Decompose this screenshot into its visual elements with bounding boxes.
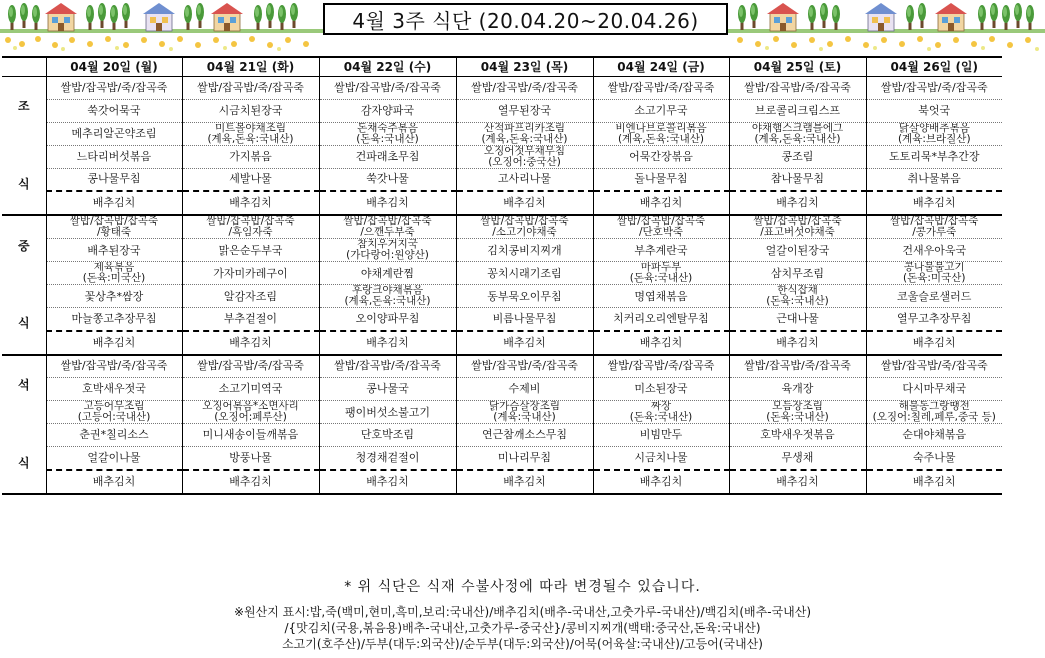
menu-cell: 김치콩비지찌개 [456, 239, 593, 262]
menu-cell: 쌀밥/잡곡밥/죽/잡곡죽 [46, 76, 182, 99]
dish-origin: /흑임자죽 [228, 226, 273, 238]
menu-cell: 배추김치 [456, 470, 593, 494]
dish-name: 고등어무조림 [83, 400, 145, 412]
menu-cell: 취나물볶음 [866, 168, 1002, 191]
origin-line: ※원산지 표시:밥,죽(백미,현미,흑미,보리:국내산)/배추김치(배추-국내산,고춧가루-국내산)/백김치(배추-국내산) [233, 605, 812, 619]
menu-cell: 느타리버섯볶음 [46, 145, 182, 168]
menu-cell [456, 215, 593, 239]
menu-cell [456, 145, 593, 168]
weekly-menu-table [2, 56, 1002, 495]
menu-cell: 열무된장국 [456, 99, 593, 122]
menu-cell: 배추김치 [729, 331, 866, 355]
dish-name: 비엔나브로콜리볶음 [615, 122, 707, 134]
day-header: 04월 26일 (일) [866, 57, 1002, 76]
menu-cell: 미나리무침 [456, 447, 593, 470]
menu-cell: 쌀밥/잡곡밥/죽/잡곡죽 [182, 355, 319, 378]
menu-cell: 동부묵오이무침 [456, 285, 593, 308]
dish-name: 참치우거지국 [357, 238, 418, 250]
menu-row [2, 355, 1002, 378]
menu-cell: 쌀밥/잡곡밥/죽/잡곡죽 [593, 355, 729, 378]
menu-cell [593, 215, 729, 239]
menu-cell: 쌀밥/잡곡밥/죽/잡곡죽 [319, 355, 456, 378]
menu-cell: 근대나물 [729, 308, 866, 331]
menu-cell: 배추김치 [593, 331, 729, 355]
dish-origin: /콩가루죽 [912, 226, 957, 238]
dish-name: 쌀밥/잡곡밥/잡곡죽 [480, 215, 569, 227]
menu-cell: 미니새송이들깨볶음 [182, 424, 319, 447]
menu-cell [456, 122, 593, 145]
meal-label-top: 석 [17, 378, 30, 392]
menu-cell: 어묵간장볶음 [593, 145, 729, 168]
menu-cell: 쑥갓나물 [319, 168, 456, 191]
menu-cell: 배추된장국 [46, 239, 182, 262]
menu-cell: 배추김치 [319, 191, 456, 215]
meal-label [2, 215, 46, 355]
menu-cell: 비빔만두 [593, 424, 729, 447]
menu-cell [729, 285, 866, 308]
menu-cell [729, 215, 866, 239]
dish-origin: (오징어:칠레,페루,중국 등) [872, 411, 996, 423]
menu-cell: 도토리묵*부추간장 [866, 145, 1002, 168]
menu-cell: 춘권*칠리소스 [46, 424, 182, 447]
menu-cell [46, 401, 182, 424]
day-header: 04월 23일 (목) [456, 57, 593, 76]
menu-cell: 고사리나물 [456, 168, 593, 191]
menu-cell: 브로콜리크림스프 [729, 99, 866, 122]
menu-row [2, 191, 1002, 215]
menu-cell: 쌀밥/잡곡밥/죽/잡곡죽 [866, 355, 1002, 378]
dish-origin: (돈육:국내산) [356, 132, 419, 145]
menu-row [2, 76, 1002, 99]
menu-cell [46, 215, 182, 239]
meal-label-bottom: 식 [17, 177, 30, 192]
menu-cell: 꽁치시래기조림 [456, 262, 593, 285]
menu-cell: 콩나물무침 [46, 168, 182, 191]
menu-cell: 세발나물 [182, 168, 319, 191]
dish-name: 닭가슴살장조림 [488, 400, 560, 412]
menu-cell: 쌀밥/잡곡밥/죽/잡곡죽 [46, 355, 182, 378]
dish-name: 쌀밥/잡곡밥/잡곡죽 [69, 215, 159, 227]
menu-cell: 건새우아욱국 [866, 239, 1002, 262]
menu-cell: 열무고추장무침 [866, 308, 1002, 331]
dish-origin: /표고버섯야채죽 [760, 226, 835, 238]
dish-origin: (계육,돈육:국내산) [344, 295, 431, 307]
menu-cell: 배추김치 [593, 191, 729, 215]
menu-row [2, 262, 1002, 285]
dish-origin: (고등어:국내산) [77, 411, 151, 423]
menu-row [2, 401, 1002, 424]
menu-cell: 호박새우젓국 [46, 378, 182, 401]
dish-name: 쌀밥/잡곡밥/잡곡죽 [616, 215, 706, 227]
dish-name: 산적파프리카조림 [483, 122, 566, 134]
origin-notice [0, 604, 1045, 652]
menu-cell: 시금치된장국 [182, 99, 319, 122]
dish-origin: (돈육:국내산) [629, 272, 693, 284]
menu-cell: 얼갈이나물 [46, 447, 182, 470]
meal-label [2, 355, 46, 494]
meal-label-bottom: 식 [17, 456, 30, 470]
day-header-row [2, 57, 1002, 76]
menu-cell: 배추김치 [456, 191, 593, 215]
dish-name: 닭살양배추볶음 [898, 122, 970, 134]
day-header: 04월 25일 (토) [729, 57, 866, 76]
menu-row [2, 145, 1002, 168]
menu-row [2, 215, 1002, 239]
dish-name: 돈채숙주볶음 [357, 122, 418, 134]
menu-cell: 연근참깨소스무침 [456, 424, 593, 447]
dish-name: 짜장 [650, 400, 672, 412]
dish-origin: (계육,돈육:국내산) [207, 132, 294, 145]
dish-origin: (돈육:국내산) [766, 295, 829, 307]
dish-name: 콩나물불고기 [903, 261, 965, 273]
menu-cell [319, 215, 456, 239]
menu-cell: 쑥갓어묵국 [46, 99, 182, 122]
menu-row [2, 470, 1002, 494]
dish-origin: (계육,돈육:국내산) [617, 132, 705, 145]
menu-row [2, 331, 1002, 355]
menu-cell: 단호박조림 [319, 424, 456, 447]
menu-cell: 육개장 [729, 378, 866, 401]
menu-cell: 소고기미역국 [182, 378, 319, 401]
menu-cell [866, 401, 1002, 424]
menu-cell: 다시마무채국 [866, 378, 1002, 401]
dish-name: 쌀밥/잡곡밥/잡곡죽 [753, 215, 842, 227]
meal-label-bottom: 식 [17, 315, 30, 330]
menu-cell: 청경채겉절이 [319, 447, 456, 470]
menu-body [2, 76, 1002, 494]
menu-cell: 배추김치 [729, 191, 866, 215]
menu-cell: 오이양파무침 [319, 308, 456, 331]
menu-cell [319, 285, 456, 308]
menu-cell: 북엇국 [866, 99, 1002, 122]
menu-cell: 쌀밥/잡곡밥/죽/잡곡죽 [456, 76, 593, 99]
menu-row [2, 378, 1002, 401]
menu-cell [182, 401, 319, 424]
dish-origin: (오징어:페루산) [214, 411, 287, 423]
menu-cell: 쌀밥/잡곡밥/죽/잡곡죽 [729, 355, 866, 378]
menu-cell: 쌀밥/잡곡밥/죽/잡곡죽 [729, 76, 866, 99]
menu-cell: 맑은순두부국 [182, 239, 319, 262]
dish-name: 마파두부 [640, 261, 682, 273]
menu-cell: 쌀밥/잡곡밥/죽/잡곡죽 [866, 76, 1002, 99]
dish-origin: /황태죽 [97, 226, 131, 238]
day-header: 04월 22일 (수) [319, 57, 456, 76]
menu-cell: 배추김치 [182, 331, 319, 355]
menu-cell: 쌀밥/잡곡밥/죽/잡곡죽 [593, 76, 729, 99]
menu-cell: 배추김치 [319, 331, 456, 355]
day-header: 04월 21일 (화) [182, 57, 319, 76]
menu-cell: 쌀밥/잡곡밥/죽/잡곡죽 [182, 76, 319, 99]
dish-name: 쌀밥/잡곡밥/잡곡죽 [206, 215, 295, 227]
menu-cell: 건파래초무침 [319, 145, 456, 168]
menu-cell: 미소된장국 [593, 378, 729, 401]
menu-cell: 무생채 [729, 447, 866, 470]
menu-cell: 메추리알곤약조림 [46, 122, 182, 145]
menu-cell: 쌀밥/잡곡밥/죽/잡곡죽 [456, 355, 593, 378]
menu-cell [593, 122, 729, 145]
menu-cell: 가지볶음 [182, 145, 319, 168]
dish-name: 후랑크야채볶음 [351, 284, 423, 296]
menu-cell [593, 262, 729, 285]
menu-cell: 수제비 [456, 378, 593, 401]
menu-cell: 배추김치 [46, 331, 182, 355]
menu-cell: 시금치나물 [593, 447, 729, 470]
menu-cell: 배추김치 [182, 470, 319, 494]
menu-cell: 부추겉절이 [182, 308, 319, 331]
menu-cell: 팽이버섯소불고기 [319, 401, 456, 424]
header-corner [2, 57, 46, 76]
menu-row [2, 285, 1002, 308]
menu-cell [319, 239, 456, 262]
dish-name: 미트볼야채조림 [214, 122, 286, 134]
menu-cell: 얼갈이된장국 [729, 239, 866, 262]
dish-origin: (계육:국내산) [493, 411, 556, 423]
menu-cell [593, 401, 729, 424]
menu-cell: 콩조림 [729, 145, 866, 168]
dish-origin: (돈육:미국산) [82, 272, 146, 284]
page-title: 4월 3주 식단 (20.04.20~20.04.26) [323, 3, 728, 35]
menu-cell: 삼치무조림 [729, 262, 866, 285]
menu-cell: 콩나물국 [319, 378, 456, 401]
change-notice: * 위 식단은 식재 수불사정에 따라 변경될수 있습니다. [344, 579, 701, 595]
menu-row [2, 424, 1002, 447]
menu-cell: 숙주나물 [866, 447, 1002, 470]
dish-name: 해물동그랑땡전 [898, 400, 970, 412]
menu-cell: 배추김치 [866, 331, 1002, 355]
menu-cell: 참나물무침 [729, 168, 866, 191]
menu-cell: 마늘쫑고추장무침 [46, 308, 182, 331]
dish-origin: (돈육:국내산) [629, 411, 693, 423]
menu-cell [866, 262, 1002, 285]
menu-cell: 호박새우젓볶음 [729, 424, 866, 447]
dish-origin: (계육:브라질산) [897, 132, 971, 145]
dish-origin: (계육,돈육:국내산) [481, 132, 568, 145]
menu-cell: 알감자조림 [182, 285, 319, 308]
day-header: 04월 24일 (금) [593, 57, 729, 76]
menu-cell: 비름나물무침 [456, 308, 593, 331]
day-header: 04월 20일 (월) [46, 57, 182, 76]
menu-cell [319, 122, 456, 145]
menu-cell: 치커리오리엔탈무침 [593, 308, 729, 331]
menu-cell: 배추김치 [46, 470, 182, 494]
menu-cell: 배추김치 [866, 191, 1002, 215]
menu-cell: 소고기무국 [593, 99, 729, 122]
dish-origin: (가다랑어:원양산) [346, 249, 429, 261]
menu-cell: 가자미카레구이 [182, 262, 319, 285]
menu-row [2, 122, 1002, 145]
menu-row [2, 239, 1002, 262]
menu-cell [729, 401, 866, 424]
menu-cell [46, 262, 182, 285]
menu-cell [182, 215, 319, 239]
meal-label-top: 조 [17, 99, 30, 114]
menu-cell: 배추김치 [182, 191, 319, 215]
menu-cell: 명엽채볶음 [593, 285, 729, 308]
menu-cell [729, 122, 866, 145]
menu-cell: 돌나물무침 [593, 168, 729, 191]
menu-row [2, 168, 1002, 191]
menu-row [2, 99, 1002, 122]
dish-name: 한식잡채 [777, 284, 818, 296]
dish-name: 모듬장조림 [772, 400, 823, 412]
dish-origin: (계육,돈육:국내산) [754, 132, 841, 145]
menu-row [2, 308, 1002, 331]
origin-line: /{맛김치(국용,볶음용)배추-국내산,고춧가루-중국산}/콩비지찌개(백태:중국산,돈육:국내산) [284, 621, 761, 635]
dish-name: 쌀밥/잡곡밥/잡곡죽 [890, 215, 979, 227]
dish-origin: (오징어:중국산) [488, 155, 561, 168]
dish-origin: (돈육:미국산) [903, 272, 966, 284]
menu-cell: 감자양파국 [319, 99, 456, 122]
dish-name: 오징어젓무채무침 [483, 145, 566, 157]
menu-cell: 배추김치 [866, 470, 1002, 494]
menu-cell: 배추김치 [46, 191, 182, 215]
menu-cell: 배추김치 [319, 470, 456, 494]
dish-name: 쌀밥/잡곡밥/잡곡죽 [343, 215, 432, 227]
menu-cell: 배추김치 [456, 331, 593, 355]
menu-cell [866, 215, 1002, 239]
menu-cell: 부추계란국 [593, 239, 729, 262]
dish-origin: /단호박죽 [638, 226, 684, 238]
menu-cell [456, 401, 593, 424]
menu-cell: 꽃상추*쌈장 [46, 285, 182, 308]
menu-cell [182, 122, 319, 145]
dish-name: 야채햄스크램블에그 [751, 122, 844, 134]
dish-name: 제육볶음 [93, 261, 135, 273]
menu-cell: 순대야채볶음 [866, 424, 1002, 447]
menu-cell: 쌀밥/잡곡밥/죽/잡곡죽 [319, 76, 456, 99]
dish-origin: /소고기야채죽 [492, 226, 557, 238]
meal-label [2, 76, 46, 215]
dish-origin: (돈육:국내산) [766, 411, 829, 423]
menu-cell: 배추김치 [729, 470, 866, 494]
menu-cell: 방풍나물 [182, 447, 319, 470]
menu-row [2, 447, 1002, 470]
menu-cell [866, 122, 1002, 145]
dish-origin: /으깬두부죽 [360, 226, 415, 238]
origin-line: 소고기(호주산)/두부(대두:외국산)/순두부(대두:외국산)/어묵(어육살:국내산)/고등어(국내산) [282, 637, 763, 651]
menu-cell: 야채계란찜 [319, 262, 456, 285]
meal-label-top: 중 [17, 238, 30, 253]
dish-name: 오징어볶음*소면사리 [202, 400, 299, 412]
menu-cell: 코울슬로샐러드 [866, 285, 1002, 308]
menu-cell: 배추김치 [593, 470, 729, 494]
